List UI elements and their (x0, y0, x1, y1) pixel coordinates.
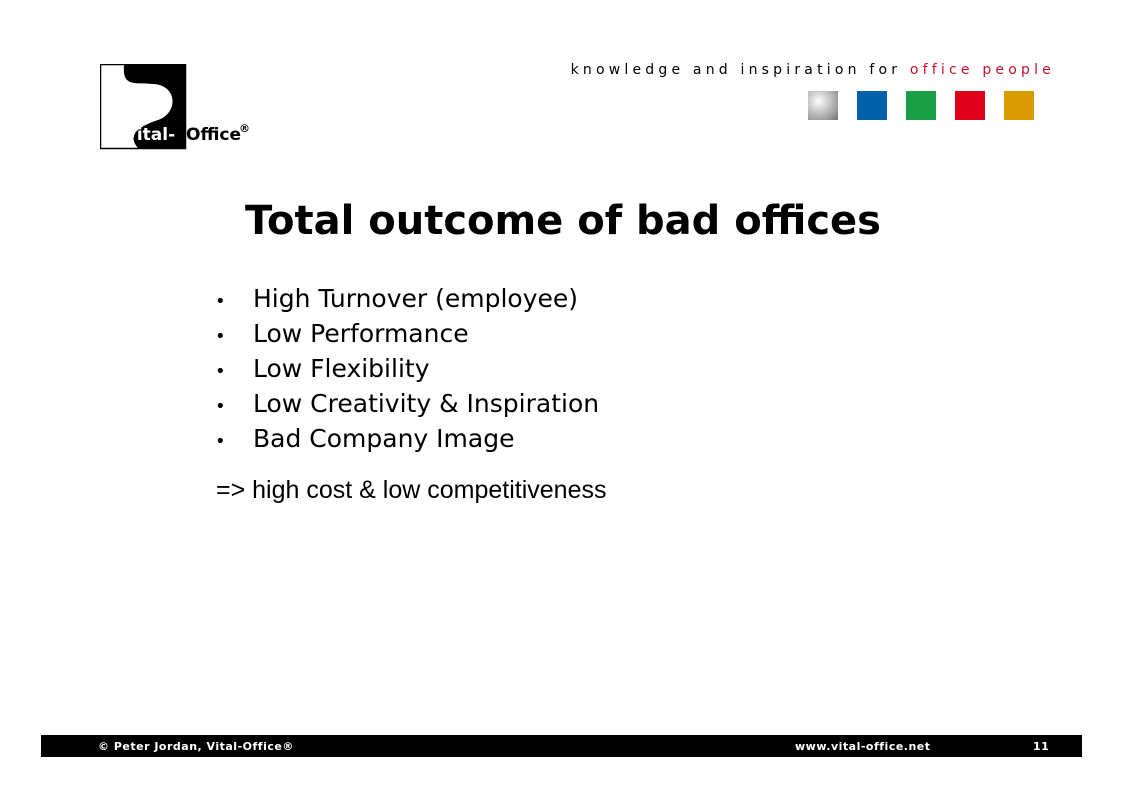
list-item (215, 423, 599, 458)
list-item (215, 283, 599, 318)
bullet-text: Bad Company Image (253, 424, 515, 453)
list-item (215, 353, 599, 388)
bullet-text: Low Performance (253, 319, 469, 348)
bullet-icon: • (215, 396, 226, 417)
bullet-list (215, 283, 599, 458)
bullet-text: Low Creativity & Inspiration (253, 389, 600, 418)
tagline-accent: office people (909, 62, 1055, 78)
swatch-gold (1004, 91, 1034, 120)
swatch-red (955, 91, 985, 120)
bullet-icon: • (215, 431, 226, 452)
vital-office-logo (100, 64, 260, 150)
footer-bar (41, 735, 1082, 757)
bullet-icon: • (215, 361, 226, 382)
swatch-blue (857, 91, 887, 120)
logo-text-black: Office (186, 125, 242, 145)
tagline-prefix: knowledge and inspiration for (570, 62, 910, 78)
slide-title: Total outcome of bad offices (245, 198, 881, 244)
logo-text-white: Vital- (124, 125, 176, 145)
footer-copyright: © Peter Jordan, Vital-Office® (98, 740, 294, 753)
swatch-green (906, 91, 936, 120)
color-swatches (808, 91, 1034, 120)
bullet-text: Low Flexibility (253, 354, 430, 383)
list-item (215, 318, 599, 353)
conclusion-text: => high cost & low competitiveness (216, 476, 607, 504)
logo-registered-mark: ® (239, 122, 250, 135)
footer-url-link[interactable]: www.vital-office.net (795, 740, 931, 753)
bullet-icon: • (215, 326, 226, 347)
list-item (215, 388, 599, 423)
bullet-text: High Turnover (employee) (253, 284, 579, 313)
swatch-grey (808, 91, 838, 120)
tagline (571, 62, 1055, 78)
page-number: 11 (1033, 740, 1050, 753)
bullet-icon: • (215, 291, 226, 312)
